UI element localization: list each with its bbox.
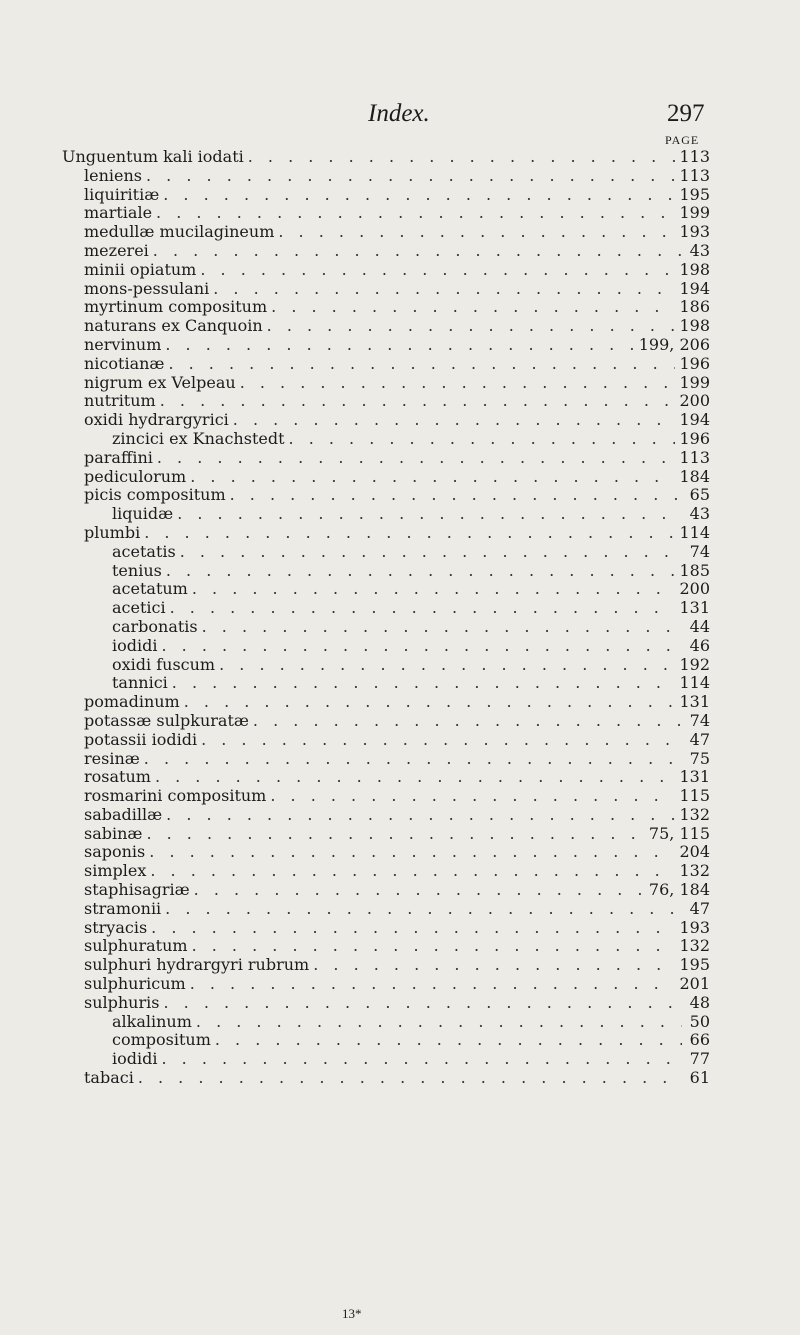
- entry-page: 75, 115: [648, 823, 710, 843]
- dot-leader: [172, 674, 676, 693]
- dot-leader: [161, 637, 682, 656]
- entry-page: 131: [679, 692, 710, 712]
- entry-page: 204: [679, 842, 710, 862]
- dot-leader: [166, 562, 676, 581]
- entry-page: 195: [679, 184, 710, 204]
- dot-leader: [192, 937, 676, 956]
- entry-page: 74: [689, 710, 710, 730]
- dot-leader: [146, 825, 644, 844]
- entry-term: zincici ex Knachstedt: [112, 428, 285, 448]
- dot-leader: [157, 449, 676, 468]
- index-entries: [62, 148, 710, 1088]
- entry-page: 115: [679, 786, 710, 806]
- entry-term: acetatum: [112, 579, 188, 599]
- index-entry: [62, 167, 710, 186]
- entry-term: pediculorum: [84, 466, 187, 486]
- entry-page: 201: [679, 974, 710, 994]
- entry-page: 75: [689, 748, 710, 768]
- dot-leader: [190, 975, 676, 994]
- entry-page: 113: [679, 165, 710, 185]
- entry-page: 114: [679, 522, 710, 542]
- entry-page: 194: [679, 410, 710, 430]
- entry-page: 47: [689, 898, 710, 918]
- dot-leader: [230, 486, 682, 505]
- entry-term: stramonii: [84, 898, 162, 918]
- entry-page: 65: [689, 485, 710, 505]
- index-entry: [62, 693, 710, 712]
- page-number: 297: [667, 100, 705, 127]
- entry-term: sulphuri hydrargyri rubrum: [84, 955, 310, 975]
- entry-term: iodidi: [112, 1049, 158, 1069]
- dot-leader: [253, 712, 682, 731]
- entry-term: Unguentum kali iodati: [62, 147, 244, 166]
- index-entry: [62, 975, 710, 994]
- dot-leader: [146, 167, 675, 186]
- entry-term: nervinum: [84, 334, 162, 354]
- dot-leader: [184, 693, 676, 712]
- entry-page: 200: [679, 391, 710, 411]
- index-entry: [62, 919, 710, 938]
- entry-page: 47: [689, 729, 710, 749]
- index-entry: [62, 204, 710, 223]
- index-entry: [62, 1050, 710, 1069]
- entry-term: liquiritiæ: [84, 184, 160, 204]
- index-entry: [62, 637, 710, 656]
- entry-page: 113: [679, 447, 710, 467]
- dot-leader: [270, 787, 675, 806]
- entry-page: 196: [679, 428, 710, 448]
- entry-term: mons-pessulani: [84, 278, 210, 298]
- entry-term: sulphuricum: [84, 974, 186, 994]
- dot-leader: [165, 336, 634, 355]
- entry-page: 44: [689, 616, 710, 636]
- dot-leader: [248, 148, 676, 167]
- entry-page: 184: [679, 466, 710, 486]
- entry-term: acetici: [112, 598, 166, 618]
- index-entry: [62, 505, 710, 524]
- index-entry: [62, 599, 710, 618]
- index-entry: [62, 787, 710, 806]
- entry-term: acetatis: [112, 541, 176, 561]
- index-entry: [62, 768, 710, 787]
- entry-page: 48: [689, 992, 710, 1012]
- entry-term: medullæ mucilagineum: [84, 222, 275, 242]
- entry-term: compositum: [112, 1030, 211, 1050]
- entry-term: carbonatis: [112, 616, 198, 636]
- entry-page: 193: [679, 917, 710, 937]
- index-entry: [62, 242, 710, 261]
- entry-term: nutritum: [84, 391, 156, 411]
- index-entry: [62, 1013, 710, 1032]
- entry-term: resinæ: [84, 748, 140, 768]
- dot-leader: [219, 656, 675, 675]
- entry-term: sulphuratum: [84, 936, 188, 956]
- dot-leader: [233, 411, 676, 430]
- dot-leader: [289, 430, 676, 449]
- entry-page: 131: [679, 767, 710, 787]
- entry-page: 113: [679, 147, 710, 166]
- dot-leader: [196, 1013, 682, 1032]
- entry-term: potassæ sulpkuratæ: [84, 710, 249, 730]
- index-entry: [62, 148, 710, 167]
- dot-leader: [180, 543, 682, 562]
- index-entry: [62, 994, 710, 1013]
- index-entry: [62, 1069, 710, 1088]
- dot-leader: [144, 524, 675, 543]
- entry-page: 194: [679, 278, 710, 298]
- entry-term: plumbi: [84, 522, 141, 542]
- entry-page: 192: [679, 654, 710, 674]
- entry-term: martiale: [84, 203, 153, 223]
- dot-leader: [155, 768, 676, 787]
- index-entry: [62, 881, 710, 900]
- entry-term: naturans ex Canquoin: [84, 316, 263, 336]
- entry-page: 61: [689, 1068, 710, 1088]
- dot-leader: [194, 881, 645, 900]
- dot-leader: [313, 956, 675, 975]
- index-entry: [62, 374, 710, 393]
- entry-page: 43: [689, 504, 710, 524]
- index-entry: [62, 862, 710, 881]
- entry-page: 46: [689, 635, 710, 655]
- entry-page: 185: [679, 560, 710, 580]
- dot-leader: [213, 280, 675, 299]
- entry-term: rosmarini compositum: [84, 786, 267, 806]
- index-entry: [62, 468, 710, 487]
- dot-leader: [161, 1050, 682, 1069]
- entry-term: oxidi hydrargyrici: [84, 410, 229, 430]
- dot-leader: [163, 186, 675, 205]
- index-entry: [62, 712, 710, 731]
- entry-page: 186: [679, 297, 710, 317]
- entry-term: mezerei: [84, 240, 149, 260]
- dot-leader: [160, 392, 676, 411]
- dot-leader: [267, 317, 676, 336]
- entry-term: tabaci: [84, 1068, 134, 1088]
- entry-term: sabinæ: [84, 823, 143, 843]
- entry-page: 77: [689, 1049, 710, 1069]
- index-entry: [62, 261, 710, 280]
- dot-leader: [163, 994, 682, 1013]
- entry-term: minii opiatum: [84, 259, 197, 279]
- entry-term: nigrum ex Velpeau: [84, 372, 236, 392]
- entry-page: 43: [689, 240, 710, 260]
- entry-term: tenius: [112, 560, 162, 580]
- entry-term: saponis: [84, 842, 146, 862]
- dot-leader: [144, 750, 682, 769]
- index-entry: [62, 524, 710, 543]
- index-entry: [62, 223, 710, 242]
- index-entry: [62, 298, 710, 317]
- entry-term: myrtinum compositum: [84, 297, 268, 317]
- index-entry: [62, 937, 710, 956]
- entry-page: 193: [679, 222, 710, 242]
- entry-page: 132: [679, 804, 710, 824]
- entry-term: nicotianæ: [84, 353, 165, 373]
- index-entry: [62, 843, 710, 862]
- dot-leader: [165, 900, 682, 919]
- dot-leader: [170, 599, 676, 618]
- index-entry: [62, 562, 710, 581]
- entry-page: 195: [679, 955, 710, 975]
- index-entry: [62, 618, 710, 637]
- entry-page: 66: [689, 1030, 710, 1050]
- entry-page: 198: [679, 259, 710, 279]
- index-entry: [62, 656, 710, 675]
- entry-term: sulphuris: [84, 992, 160, 1012]
- dot-leader: [177, 505, 682, 524]
- dot-leader: [166, 806, 675, 825]
- dot-leader: [156, 204, 675, 223]
- page-column-label: PAGE: [665, 133, 700, 147]
- entry-term: alkalinum: [112, 1011, 192, 1031]
- entry-term: iodidi: [112, 635, 158, 655]
- index-entry: [62, 430, 710, 449]
- entry-page: 76, 184: [648, 880, 710, 900]
- index-entry: [62, 900, 710, 919]
- entry-page: 199, 206: [638, 334, 710, 354]
- dot-leader: [215, 1031, 682, 1050]
- entry-term: picis compositum: [84, 485, 226, 505]
- dot-leader: [153, 242, 682, 261]
- entry-term: simplex: [84, 861, 147, 881]
- entry-term: staphisagriæ: [84, 880, 190, 900]
- index-entry: [62, 392, 710, 411]
- entry-term: liquidæ: [112, 504, 174, 524]
- index-entry: [62, 411, 710, 430]
- dot-leader: [271, 298, 675, 317]
- index-entry: [62, 806, 710, 825]
- dot-leader: [149, 843, 675, 862]
- index-entry: [62, 186, 710, 205]
- index-entry: [62, 674, 710, 693]
- entry-term: sabadillæ: [84, 804, 163, 824]
- dot-leader: [190, 468, 675, 487]
- entry-term: stryacis: [84, 917, 148, 937]
- dot-leader: [168, 355, 675, 374]
- entry-page: 132: [679, 936, 710, 956]
- entry-page: 199: [679, 372, 710, 392]
- index-entry: [62, 336, 710, 355]
- index-entry: [62, 355, 710, 374]
- index-entry: [62, 956, 710, 975]
- index-entry: [62, 543, 710, 562]
- entry-page: 114: [679, 673, 710, 693]
- entry-term: paraffini: [84, 447, 153, 467]
- entry-page: 198: [679, 316, 710, 336]
- entry-page: 132: [679, 861, 710, 881]
- index-entry: [62, 317, 710, 336]
- index-entry: [62, 280, 710, 299]
- entry-term: rosatum: [84, 767, 151, 787]
- entry-page: 200: [679, 579, 710, 599]
- dot-leader: [151, 919, 675, 938]
- index-entry: [62, 750, 710, 769]
- index-entry: [62, 1031, 710, 1050]
- dot-leader: [200, 261, 675, 280]
- index-entry: [62, 731, 710, 750]
- dot-leader: [202, 618, 682, 637]
- dot-leader: [192, 580, 676, 599]
- dot-leader: [240, 374, 676, 393]
- index-entry: [62, 486, 710, 505]
- dot-leader: [201, 731, 682, 750]
- index-entry: [62, 580, 710, 599]
- entry-page: 74: [689, 541, 710, 561]
- dot-leader: [138, 1069, 682, 1088]
- index-entry: [62, 825, 710, 844]
- entry-page: 131: [679, 598, 710, 618]
- signature-mark: 13*: [342, 1306, 362, 1321]
- entry-term: potassii iodidi: [84, 729, 198, 749]
- entry-page: 199: [679, 203, 710, 223]
- entry-page: 50: [689, 1011, 710, 1031]
- entry-term: pomadinum: [84, 692, 180, 712]
- entry-page: 196: [679, 353, 710, 373]
- entry-term: oxidi fuscum: [112, 654, 216, 674]
- dot-leader: [278, 223, 675, 242]
- entry-term: leniens: [84, 165, 142, 185]
- dot-leader: [150, 862, 675, 881]
- entry-term: tannici: [112, 673, 168, 693]
- running-title: Index.: [368, 100, 430, 127]
- index-entry: [62, 449, 710, 468]
